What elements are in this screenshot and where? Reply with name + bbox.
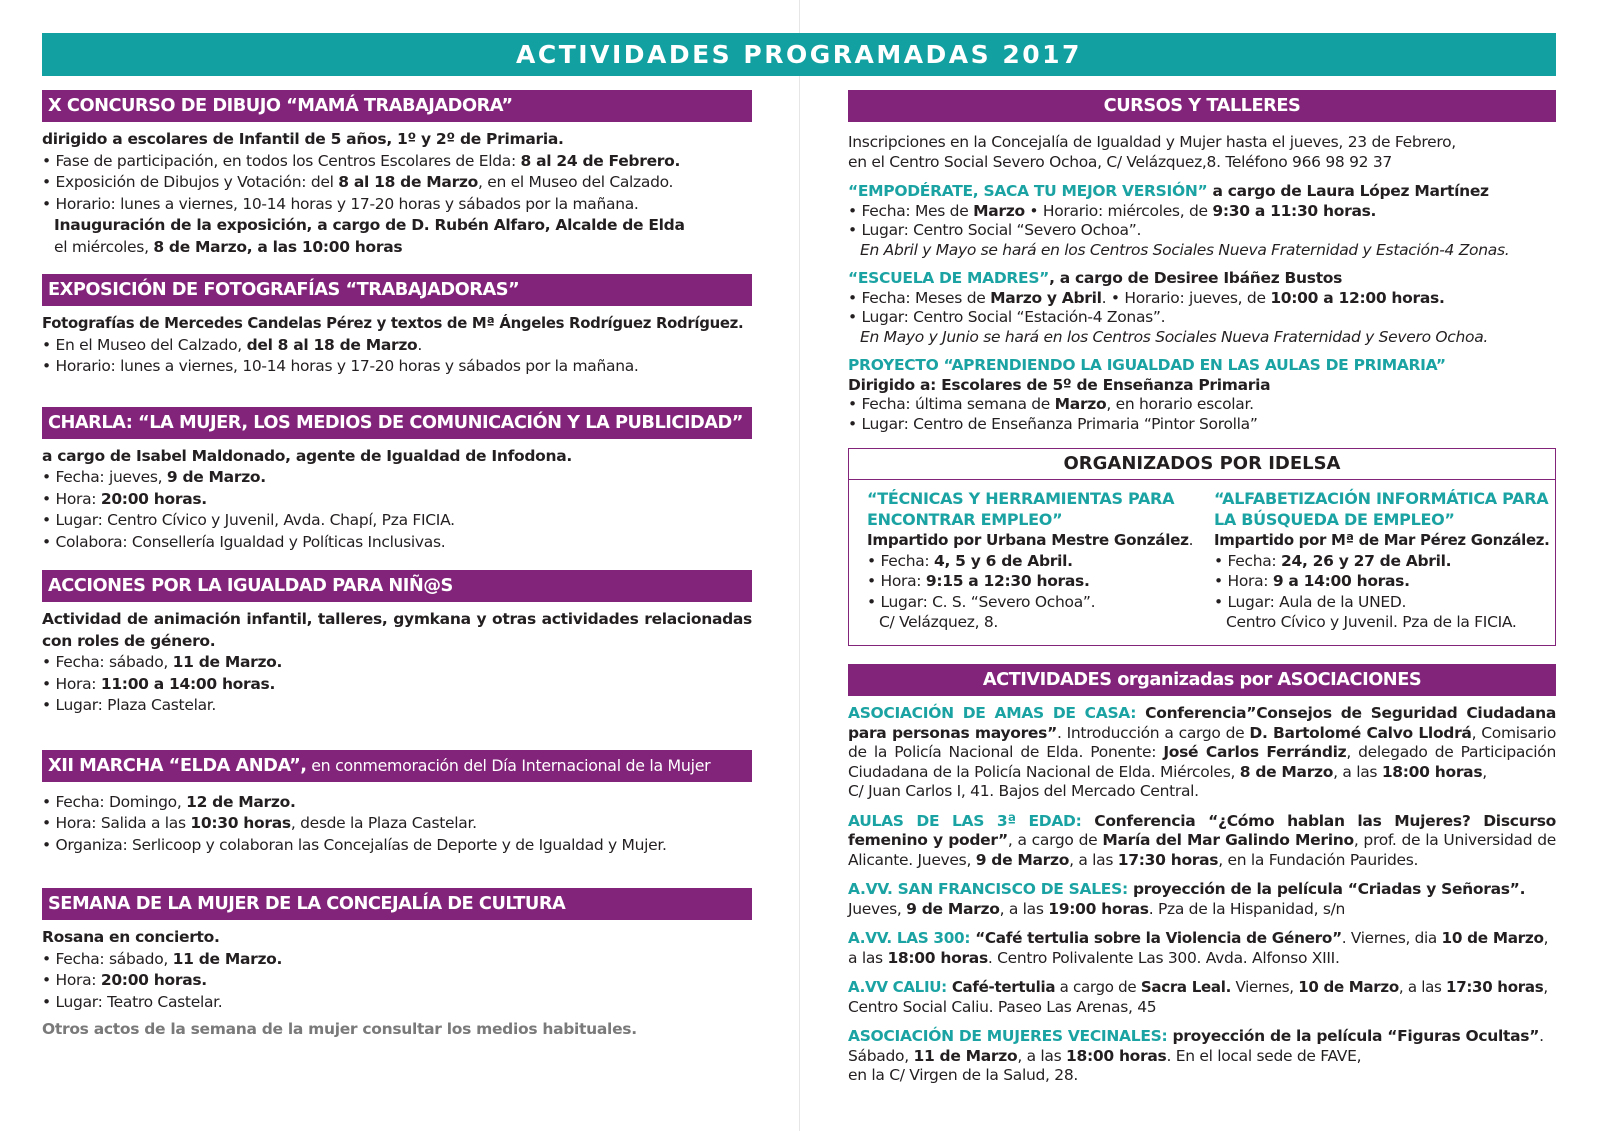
list-item: • Lugar: Centro Social “Severo Ochoa”. xyxy=(848,221,1142,239)
page-banner: ACTIVIDADES PROGRAMADAS 2017 xyxy=(42,33,1556,76)
course-note: En Abril y Mayo se hará en los Centros Sociales Nueva Fraternidad y Estación-4 Zonas. xyxy=(860,240,1510,259)
course-title: “EMPODÉRATE, SACA TU MEJOR VERSIÓN” a cargo de Laura López Martínez xyxy=(848,182,1489,200)
inscription-text: en el Centro Social Severo Ochoa, C/ Velázquez,8. Teléfono 966 98 92 37 xyxy=(848,152,1392,171)
section-intro: Rosana en concierto. xyxy=(42,928,220,946)
list-item: • Hora: 11:00 a 14:00 horas. xyxy=(42,674,276,693)
left-column xyxy=(42,90,752,1041)
section-title: ACCIONES POR LA IGUALDAD PARA NIÑ@S xyxy=(42,570,752,602)
association-item: ASOCIACIÓN DE AMAS DE CASA: Conferencia”Consejos de Seguridad Ciudadana para personas mayores”. Introducción a cargo de D. Bartolomé Calvo Llodrá, Comisario de la Policía Nacional de Elda. Ponente: José Carlos Ferrándiz, delegado de Participación Ciudadana de la Policía Nacional de Elda. Miércoles, 8 de Marzo, a las 18:00 horas, xyxy=(848,704,1556,781)
list-item: C/ Velázquez, 8. xyxy=(879,613,999,631)
idelsa-course-1: “TÉCNICAS Y HERRAMIENTAS PARA ENCONTRAR EMPLEO” Impartido por Urbana Mestre González. • Fecha: 4, 5 y 6 de Abril. • Hora: 9:15 a 12:30 horas. • Lugar: C. S. “Severo Ochoa”. C/ Velázquez, 8. xyxy=(867,489,1197,633)
list-item: • Fecha: 4, 5 y 6 de Abril. xyxy=(867,551,1073,570)
course-title: “ESCUELA DE MADRES”, a cargo de Desiree Ibáñez Bustos xyxy=(848,269,1343,287)
course-note: En Mayo y Junio se hará en los Centros Sociales Nueva Fraternidad y Severo Ochoa. xyxy=(860,327,1489,346)
list-item: • Hora: 20:00 horas. xyxy=(42,489,207,508)
association-item: AULAS DE LAS 3ª EDAD: Conferencia “¿Cómo hablan las Mujeres? Discurso femenino y poder”, a cargo de María del Mar Galindo Merino, prof. de la Universidad de Alicante. Jueves, 9 de Marzo, a las 17:30 horas, en la Fundación Paurides. xyxy=(848,811,1556,869)
list-item: • Lugar: C. S. “Severo Ochoa”. xyxy=(867,592,1096,611)
section-exposicion-fotografias xyxy=(42,274,752,378)
list-item: • Exposición de Dibujos y Votación: del 8 al 18 de Marzo, en el Museo del Calzado. xyxy=(42,173,674,191)
right-column xyxy=(848,90,1556,1086)
inscription-text: Inscripciones en la Concejalía de Igualdad y Mujer hasta el jueves, 23 de Febrero, xyxy=(848,133,1456,151)
list-item: • Hora: Salida a las 10:30 horas, desde la Plaza Castelar. xyxy=(42,814,477,832)
list-item: • Fecha: Domingo, 12 de Marzo. xyxy=(42,792,296,811)
section-semana-mujer-cultura xyxy=(42,888,752,1041)
association-item: A.VV. SAN FRANCISCO DE SALES: proyección de la película “Criadas y Señoras”. xyxy=(848,880,1526,898)
section-title: EXPOSICIÓN DE FOTOGRAFÍAS “TRABAJADORAS” xyxy=(42,274,752,306)
inauguration-date: el miércoles, 8 de Marzo, a las 10:00 horas xyxy=(54,237,403,256)
section-title: XII MARCHA “ELDA ANDA”, en conmemoración del Día Internacional de la Mujer xyxy=(42,750,752,782)
list-item: • Lugar: Plaza Castelar. xyxy=(42,696,217,714)
section-title: SEMANA DE LA MUJER DE LA CONCEJALÍA DE CULTURA xyxy=(42,888,752,920)
course-title: PROYECTO “APRENDIENDO LA IGUALDAD EN LAS AULAS DE PRIMARIA” xyxy=(848,356,1446,374)
list-item: • Fecha: jueves, 9 de Marzo. xyxy=(42,468,266,486)
list-item: • Hora: 9 a 14:00 horas. xyxy=(1214,572,1410,590)
section-cursos-talleres xyxy=(848,90,1556,434)
inauguration-text: Inauguración de la exposición, a cargo de D. Rubén Alfaro, Alcalde de Elda xyxy=(54,216,685,234)
section-title: X CONCURSO DE DIBUJO “MAMÁ TRABAJADORA” xyxy=(42,90,752,122)
list-item: • Fecha: sábado, 11 de Marzo. xyxy=(42,653,283,671)
list-item: • Lugar: Centro Social “Estación-4 Zonas”. xyxy=(848,308,1166,326)
list-item: • Lugar: Centro de Enseñanza Primaria “Pintor Sorolla” xyxy=(848,414,1258,433)
association-address: C/ Juan Carlos I, 41. Bajos del Mercado Central. xyxy=(848,782,1199,800)
list-item: • Hora: 9:15 a 12:30 horas. xyxy=(867,572,1090,590)
idelsa-course-2: “ALFABETIZACIÓN INFORMÁTICA PARA LA BÚSQUEDA DE EMPLEO” Impartido por Mª de Mar Pérez González. • Fecha: 24, 26 y 27 de Abril. • Hora: 9 a 14:00 horas. • Lugar: Aula de la UNED. Centro Cívico y Juvenil. Pza de la FICIA. xyxy=(1214,489,1554,633)
list-item: • Colabora: Consellería Igualdad y Políticas Inclusivas. xyxy=(42,532,446,551)
page-fold xyxy=(799,0,800,1131)
section-marcha-elda-anda xyxy=(42,750,752,857)
list-item: • Horario: lunes a viernes, 10-14 horas y 17-20 horas y sábados por la mañana. xyxy=(42,357,639,375)
section-intro: dirigido a escolares de Infantil de 5 años, 1º y 2º de Primaria. xyxy=(42,130,564,148)
list-item: • Fase de participación, en todos los Centros Escolares de Elda: 8 al 24 de Febrero. xyxy=(42,151,681,170)
footer-note: Otros actos de la semana de la mujer consultar los medios habituales. xyxy=(42,1020,637,1038)
course-audience: Dirigido a: Escolares de 5º de Enseñanza Primaria xyxy=(848,375,1271,394)
list-item: • Horario: lunes a viernes, 10-14 horas y 17-20 horas y sábados por la mañana. xyxy=(42,194,639,213)
section-charla xyxy=(42,407,752,554)
list-item: • Organiza: Serlicoop y colaboran las Concejalías de Deporte y de Igualdad y Mujer. xyxy=(42,835,667,854)
idelsa-title: ORGANIZADOS POR IDELSA xyxy=(849,449,1555,480)
list-item: • Fecha: Meses de Marzo y Abril. • Horario: jueves, de 10:00 a 12:00 horas. xyxy=(848,288,1445,307)
list-item: • Fecha: 24, 26 y 27 de Abril. xyxy=(1214,551,1452,570)
list-item: • Hora: 20:00 horas. xyxy=(42,971,207,989)
section-title: CURSOS Y TALLERES xyxy=(848,90,1556,122)
section-asociaciones: ACTIVIDADES organizadas por ASOCIACIONES ASOCIACIÓN DE AMAS DE CASA: Conferencia”Consejos de Seguridad Ciudadana para personas mayores”. Introducción a cargo de D. Bartolomé Calvo Llodrá, Comisario de la Policía Nacional de Elda. Ponente: José Carlos Ferrándiz, delegado de Participación Ciudadana de la Policía Nacional de Elda. Miércoles, 8 de Marzo, a las 18:00 horas, C/ Juan Carlos I, 41. Bajos del Mercado Central. AULAS DE LAS 3ª EDAD: Conferencia “¿Cómo hablan las Mujeres? Discurso femenino y poder”, a cargo de María del Mar Galindo Merino, prof. de la Universidad de Alicante. Jueves, 9 de Marzo, a las 17:30 horas, en la Fundación Paurides. A.VV. SAN FRANCISCO DE SALES: proyección de la película “Criadas y Señoras”. Jueves, 9 de Marzo, a las 19:00 horas. Pza de la Hispanidad, s/n A.VV. LAS 300: “Café tertulia sobre la Violencia de Género”. Viernes, dia 10 de Marzo, a las 18:00 horas. Centro Polivalente Las 300. Avda. Alfonso XIII. A.VV CALIU: Café-tertulia a cargo de Sacra Leal. Viernes, 10 de Marzo, a las 17:30 horas, Centro Social Caliu. Paseo Las Arenas, 45 ASOCIACIÓN DE MUJERES VECINALES: proyección de la película “Figuras Ocultas”. Sábado, 11 de Marzo, a las 18:00 horas. En el local sede de FAVE, en la C/ Virgen de la Salud, 28. xyxy=(848,664,1556,1086)
list-item: • Lugar: Centro Cívico y Juvenil, Avda. Chapí, Pza FICIA. xyxy=(42,511,455,529)
list-item: Centro Cívico y Juvenil. Pza de la FICIA. xyxy=(1226,613,1517,631)
list-item: • Fecha: Mes de Marzo • Horario: miércoles, de 9:30 a 11:30 horas. xyxy=(848,201,1377,220)
association-item: A.VV CALIU: Café-tertulia a cargo de Sacra Leal. Viernes, 10 de Marzo, a las 17:30 horas, xyxy=(848,978,1548,996)
section-acciones-igualdad xyxy=(42,570,752,717)
list-item: • Fecha: última semana de Marzo, en horario escolar. xyxy=(848,395,1254,413)
section-concurso-dibujo xyxy=(42,90,752,258)
association-item: ASOCIACIÓN DE MUJERES VECINALES: proyección de la película “Figuras Ocultas”. xyxy=(848,1027,1544,1045)
section-title: CHARLA: “LA MUJER, LOS MEDIOS DE COMUNICACIÓN Y LA PUBLICIDAD” xyxy=(42,407,752,439)
section-intro: Actividad de animación infantil, talleres, gymkana y otras actividades relacionadas con roles de género. xyxy=(42,610,752,650)
list-item: • Fecha: sábado, 11 de Marzo. xyxy=(42,949,283,968)
list-item: • Lugar: Aula de la UNED. xyxy=(1214,592,1407,611)
list-item: • Lugar: Teatro Castelar. xyxy=(42,992,223,1011)
section-title: ACTIVIDADES organizadas por ASOCIACIONES xyxy=(848,664,1556,696)
list-item: • En el Museo del Calzado, del 8 al 18 de Marzo. xyxy=(42,335,423,354)
section-intro: Fotografías de Mercedes Candelas Pérez y textos de Mª Ángeles Rodríguez Rodríguez. xyxy=(42,314,744,332)
association-item: A.VV. LAS 300: “Café tertulia sobre la Violencia de Género”. Viernes, dia 10 de Marzo, xyxy=(848,929,1549,947)
section-intro: a cargo de Isabel Maldonado, agente de Igualdad de Infodona. xyxy=(42,446,572,465)
idelsa-box xyxy=(848,448,1556,646)
